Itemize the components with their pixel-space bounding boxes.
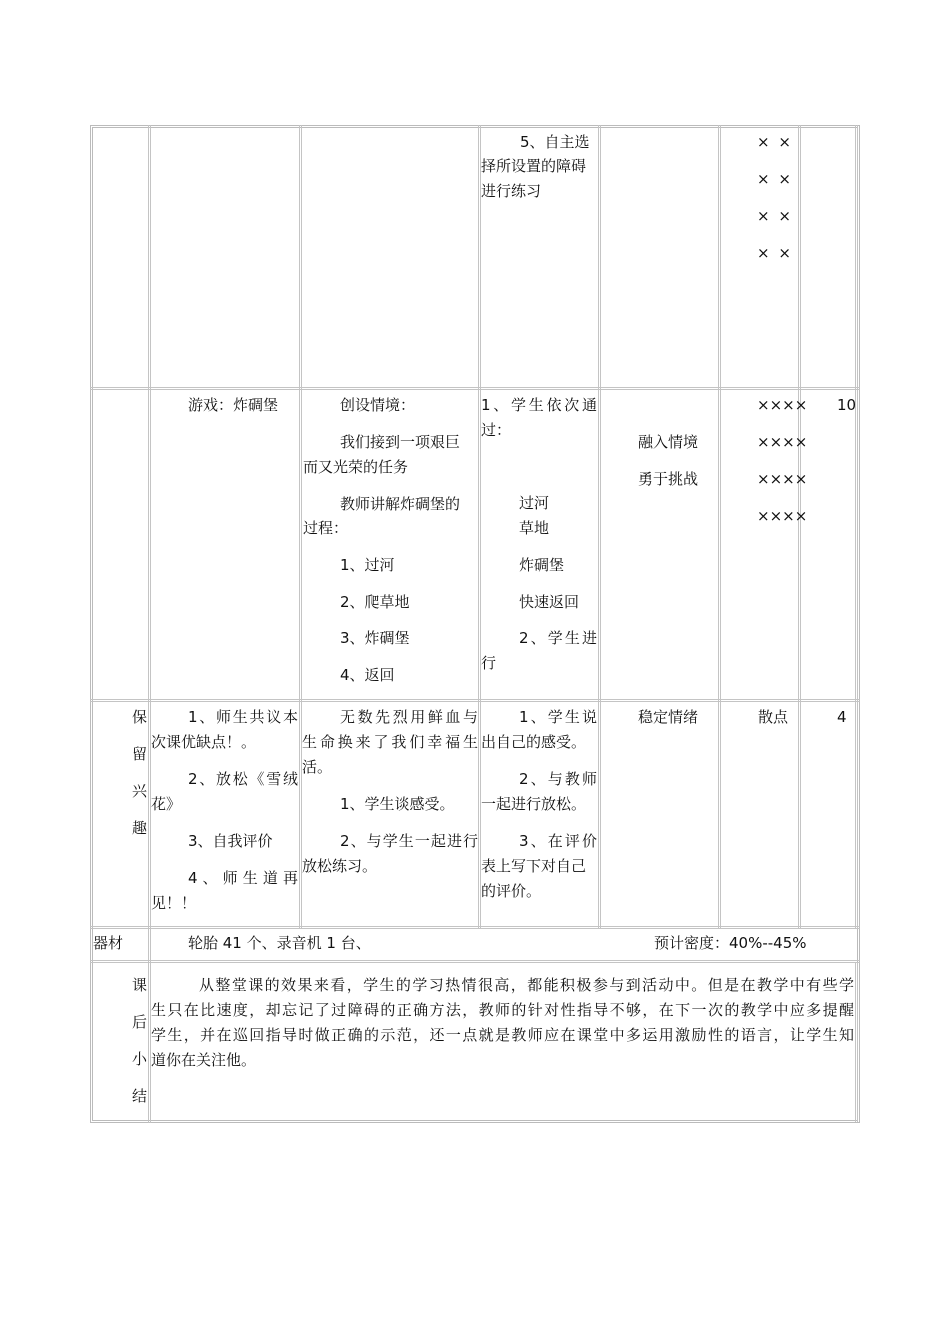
student-step: 草地	[519, 519, 550, 537]
student-step: 炸碉堡	[519, 556, 565, 574]
stage-label: 趣	[132, 819, 148, 837]
student-text-line-2: 出自己的感受。	[481, 733, 587, 751]
student-text-line-2: 表上写下对自己	[481, 857, 587, 875]
content-item: 1、师生共议本	[188, 708, 298, 726]
student-second: 2、学生进	[519, 629, 597, 647]
teacher-step: 1、过河	[340, 556, 395, 574]
time-value: 4	[837, 708, 847, 726]
row-divider	[90, 960, 860, 963]
teacher-step: 2、爬草地	[340, 593, 410, 611]
teacher-task: 我们接到一项艰巨	[340, 433, 461, 451]
formation-row: ××××	[757, 507, 808, 525]
content-item-line-2: 次课优缺点！。	[151, 733, 257, 751]
summary-line: 道你在关注他。	[151, 1051, 257, 1069]
student-first: 1、学生依次通	[481, 396, 597, 414]
formation-row: × ×	[757, 244, 793, 262]
summary-line: 生只在比速度，却忘记了过障碍的正确方法，教师的针对性指导不够，在下一次的教学中应多提醒	[151, 1001, 854, 1019]
row-divider	[90, 699, 860, 702]
teacher-step: 4、返回	[340, 666, 395, 684]
summary-label: 小	[132, 1050, 148, 1068]
formation-row: ××××	[757, 470, 808, 488]
time-value: 10	[837, 396, 857, 414]
stage-label: 兴	[132, 782, 148, 800]
density-estimate: 预计密度：40%--45%	[654, 934, 807, 952]
practice-step-5-line-2: 择所设置的障碍	[481, 157, 587, 175]
practice-step-5-line-3: 进行练习	[481, 182, 542, 200]
content-item-line-2: 花》	[151, 795, 182, 813]
student-step: 过河	[519, 494, 550, 512]
teacher-step: 3、炸碉堡	[340, 629, 410, 647]
teacher-text-line-2: 放松练习。	[302, 857, 378, 875]
goal-text: 融入情境	[638, 433, 699, 451]
teacher-text-line-3: 活。	[302, 758, 333, 776]
content-item: 2、放松《雪绒	[188, 770, 298, 788]
content-item: 4 、 师 生 道 再	[188, 869, 298, 887]
summary-label: 后	[132, 1013, 148, 1031]
content-item: 3、自我评价	[188, 832, 273, 850]
game-title: 游戏：炸碉堡	[188, 396, 279, 414]
teacher-text: 无数先烈用鲜血与	[340, 708, 478, 726]
equipment-label: 器材	[93, 934, 124, 952]
formation-row: × ×	[757, 170, 793, 188]
teacher-task-line-2: 而又光荣的任务	[303, 458, 409, 476]
formation-row: ××××	[757, 396, 808, 414]
summary-line: 从整堂课的效果来看，学生的学习热情很高，都能积极参与到活动中。但是在教学中有些学	[199, 976, 854, 994]
teacher-intro: 创设情境：	[340, 396, 416, 414]
teacher-explain-line-2: 过程：	[303, 519, 349, 537]
teacher-text-line-2: 生命换来了我们幸福生	[302, 733, 478, 751]
student-second-line-2: 行	[481, 654, 497, 672]
column-divider	[718, 125, 721, 928]
teacher-text: 2、与学生一起进行	[340, 832, 478, 850]
row-divider	[90, 926, 860, 929]
summary-label: 结	[132, 1087, 148, 1105]
goal-text: 稳定情绪	[638, 708, 699, 726]
student-text: 1、学生说	[519, 708, 597, 726]
column-divider	[855, 962, 858, 1122]
student-text-line-2: 一起进行放松。	[481, 795, 587, 813]
student-text: 2、与教师	[519, 770, 597, 788]
teacher-explain: 教师讲解炸碉堡的	[340, 495, 461, 513]
column-divider	[855, 125, 858, 928]
formation-text: 散点	[758, 708, 789, 726]
student-step: 快速返回	[519, 593, 580, 611]
content-item-line-2: 见！！	[151, 894, 197, 912]
teacher-text: 1、学生谈感受。	[340, 795, 455, 813]
formation-row: ××××	[757, 433, 808, 451]
column-divider	[299, 125, 302, 928]
column-divider	[148, 125, 151, 1123]
stage-label: 保	[132, 708, 148, 726]
equipment-items: 轮胎 41 个、录音机 1 台、	[188, 934, 371, 952]
goal-text: 勇于挑战	[638, 470, 699, 488]
row-divider	[90, 387, 860, 390]
student-text-line-3: 的评价。	[481, 882, 542, 900]
student-first-line-2: 过：	[481, 421, 512, 439]
formation-row: × ×	[757, 133, 793, 151]
student-text: 3、在评价	[519, 832, 597, 850]
formation-row: × ×	[757, 207, 793, 225]
column-divider	[598, 125, 601, 928]
stage-label: 留	[132, 745, 148, 763]
summary-line: 学生，并在巡回指导时做正确的示范，还一点就是教师应在课堂中多运用激励性的语言，让学生知	[151, 1026, 854, 1044]
practice-step-5: 5、自主选	[520, 133, 590, 151]
summary-label: 课	[132, 976, 148, 994]
